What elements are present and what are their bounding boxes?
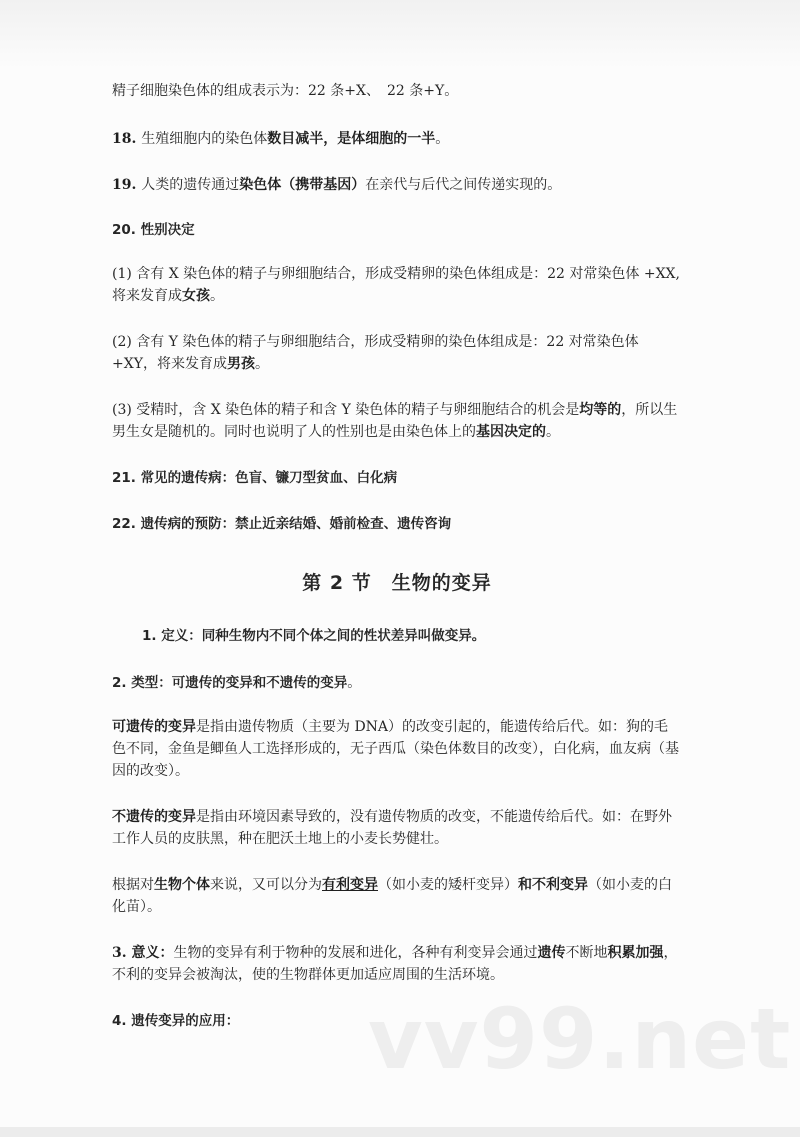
sex-determination-item-2: (2) 含有 Y 染色体的精子与卵细胞结合，形成受精卵的染色体组成是：22 对常染色体 +XY，将来发育成男孩。 — [112, 334, 639, 372]
item-19: 19. 人类的遗传通过染色体（携带基因）在亲代与后代之间传递实现的。 — [112, 177, 562, 193]
item-18: 18. 生殖细胞内的染色体数目减半，是体细胞的一半。 — [112, 131, 450, 147]
watermark: vv99.net — [368, 990, 792, 1088]
variation-significance: 3. 意义：生物的变异有利于物种的发展和进化，各种有利变异会通过遗传不断地积累加强，不利的变异会被淘汰，使的生物群体更加适应周围的生活环境。 — [112, 945, 678, 983]
variation-application-heading: 4. 遗传变异的应用： — [112, 1013, 240, 1029]
item-22: 22. 遗传病的预防：禁止近亲结婚、婚前检查、遗传咨询 — [112, 516, 452, 532]
item-20-heading: 20. 性别决定 — [112, 222, 195, 238]
page-bottom-edge — [0, 1127, 800, 1137]
section-title: 第 2 节 生物的变异 — [302, 572, 492, 594]
non-heritable-variation-paragraph: 不遗传的变异是指由环境因素导致的，没有遗传物质的改变，不能遗传给后代。如：在野外工作人员的皮肤黑，种在肥沃土地上的小麦长势健壮。 — [112, 809, 672, 847]
sperm-composition-line: 精子细胞染色体的组成表示为：22 条+X、 22 条+Y。 — [112, 83, 459, 99]
page-top-shade — [0, 0, 800, 70]
variation-types: 2. 类型：可遗传的变异和不遗传的变异。 — [112, 675, 362, 691]
sex-determination-item-3: (3) 受精时，含 X 染色体的精子和含 Y 染色体的精子与卵细胞结合的机会是均等的，所以生男生女是随机的。同时也说明了人的性别也是由染色体上的基因决定的。 — [112, 402, 678, 440]
sex-determination-item-1: (1) 含有 X 染色体的精子与卵细胞结合，形成受精卵的染色体组成是：22 对常染色体 +XX, 将来发育成女孩。 — [112, 266, 680, 304]
heritable-variation-paragraph: 可遗传的变异是指由遗传物质（主要为 DNA）的改变引起的，能遗传给后代。如：狗的毛色不同，金鱼是鲫鱼人工选择形成的，无子西瓜（染色体数目的改变），白化病，血友病（基因的改变）。 — [112, 719, 679, 779]
variation-definition: 1. 定义：同种生物内不同个体之间的性状差异叫做变异。 — [142, 628, 486, 644]
item-21: 21. 常见的遗传病：色盲、镰刀型贫血、白化病 — [112, 470, 398, 486]
favorable-variation-paragraph: 根据对生物个体来说，又可以分为有利变异（如小麦的矮杆变异）和不利变异（如小麦的白化苗）。 — [112, 877, 672, 915]
